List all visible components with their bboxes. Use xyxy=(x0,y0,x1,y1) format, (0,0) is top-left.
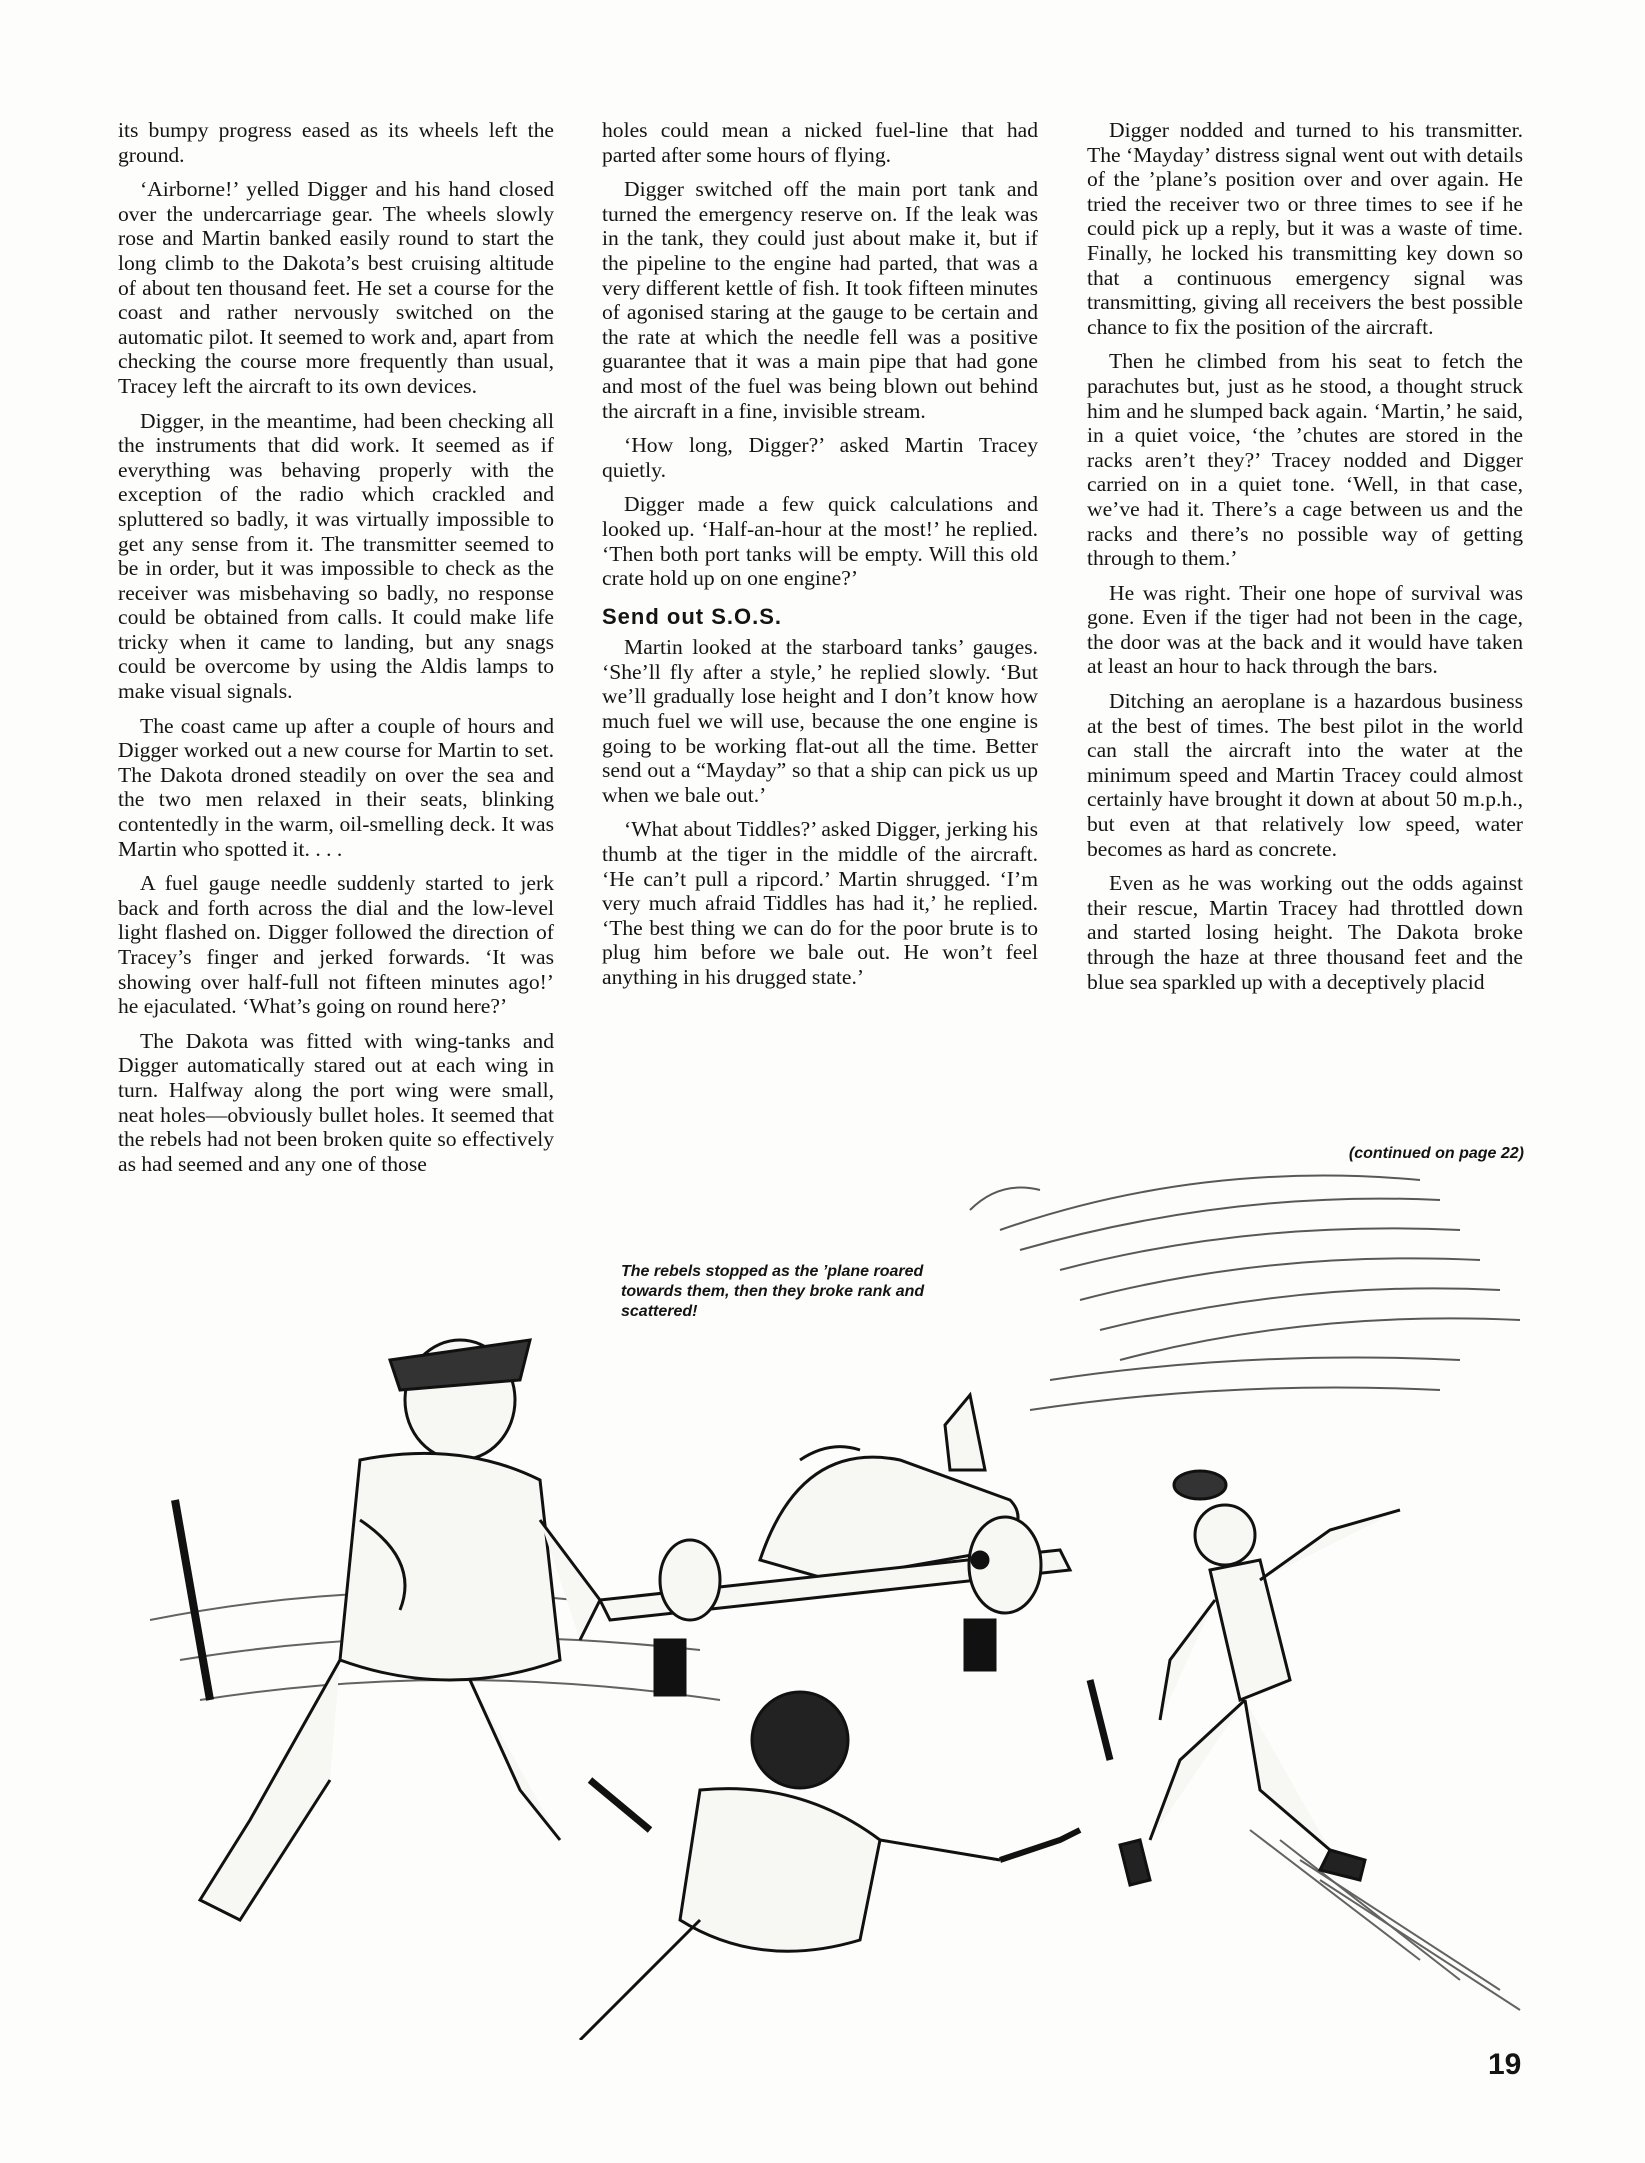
article-column-1 xyxy=(118,118,554,1186)
paragraph: Digger switched off the main port tank and turned the emergency reserve on. If the leak was in the tank, they could just about make it, but if the pipeline to the engine had parted, that was a very different kettle of fish. It took fifteen minutes of agonised staring at the gauge to be certain and the rate at which the needle fell was a positive guarantee that it was a main pipe that had gone and most of the fuel was being blown out behind the aircraft in a fine, invisible stream. xyxy=(602,177,1038,423)
paragraph: ‘How long, Digger?’ asked Martin Tracey quietly. xyxy=(602,433,1038,482)
paragraph: ‘What about Tiddles?’ asked Digger, jerking his thumb at the tiger in the middle of the aircraft. ‘He can’t pull a ripcord.’ Martin shrugged. ‘I’m very much afraid Tiddles has had it,’ he replied. ‘The best thing we can do for the poor brute is to plug him before we bale out. He won’t feel anything in his drugged state.’ xyxy=(602,817,1038,989)
paragraph: Even as he was working out the odds against their rescue, Martin Tracey had throttled down and started losing height. The Dakota broke through the haze at three thousand feet and the blue sea sparkled up with a deceptively placid xyxy=(1087,871,1523,994)
sky-hatching xyxy=(970,1176,1520,1410)
paragraph: Martin looked at the starboard tanks’ gauges. ‘She’ll fly after a style,’ he replied slowly. ‘But we’ll gradually lose height and I don’t know how much fuel we will use, because the one engine is going to be working flat-out all the time. Better send out a “Mayday” so that a ship can pick us up when we bale out.’ xyxy=(602,635,1038,807)
paragraph: A fuel gauge needle suddenly started to jerk back and forth across the dial and the low-level light flashed on. Digger followed the direction of Tracey’s finger and jerked forwards. ‘It was showing over half-full not fifteen minutes ago!’ he ejaculated. ‘What’s going on round here?’ xyxy=(118,871,554,1019)
rebel-running-left xyxy=(175,1340,600,1920)
article-column-3 xyxy=(1087,118,1523,1004)
paragraph: He was right. Their one hope of survival was gone. Even if the tiger had not been in the cage, the door was at the back and it would have taken at least an hour to hack through the bars. xyxy=(1087,580,1523,679)
paragraph: The coast came up after a couple of hours and Digger worked out a new course for Martin to set. The Dakota droned steadily on over the sea and the two men relaxed in their seats, blinking contentedly in the warm, oil-smelling deck. It was Martin who spotted it. . . . xyxy=(118,713,554,861)
continued-note: (continued on page 22) xyxy=(1348,1145,1524,1162)
article-column-2 xyxy=(602,118,1038,1000)
paragraph: holes could mean a nicked fuel-line that had parted after some hours of flying. xyxy=(602,118,1038,167)
dakota-aircraft xyxy=(600,1395,1070,1695)
paragraph: Ditching an aeroplane is a hazardous business at the best of times. The best pilot in the world can stall the aircraft into the water at the minimum speed and Martin Tracey could almost certainly have brought it down at about 50 m.p.h., but even at that relatively low speed, water becomes as hard as concrete. xyxy=(1087,689,1523,861)
paragraph: Then he climbed from his seat to fetch the parachutes but, just as he stood, a thought struck him and he slumped back again. ‘Martin,’ he said, in a quiet voice, ‘the ’chutes are stored in the racks aren’t they?’ Tracey nodded and Digger carried on in a quiet tone. ‘Well, in that case, we’ve had it. There’s a cage between us and the racks and there’s no possible way of getting through to them.’ xyxy=(1087,349,1523,571)
illustration-caption: The rebels stopped as the ’plane roared towards them, then they broke rank and scattered! xyxy=(621,1263,925,1320)
paragraph: Digger nodded and turned to his transmitter. The ‘Mayday’ distress signal went out with details of the ’plane’s position over and over again. He tried the receiver two or three times to see if he could pick up a reply, but it was a waste of time. Finally, he locked his transmitting key down so that a continuous emergency signal was transmitting, giving all receivers the best possible chance to fix the position of the aircraft. xyxy=(1087,118,1523,339)
paragraph: Digger, in the meantime, had been checking all the instruments that did work. It seemed as if everything was behaving properly with the exception of the radio which crackled and spluttered so badly, it was virtually impossible to get any sense from it. The transmitter seemed to be in order, but it was impossible to check as the receiver was misbehaving so badly, no response could be obtained from calls. It could make life tricky when it came to landing, but any snags could be overcome by using the Aldis lamps to make visual signals. xyxy=(118,408,554,704)
subheading: Send out S.O.S. xyxy=(602,603,783,629)
rebel-fleeing-right xyxy=(1120,1471,1400,1885)
paragraph: its bumpy progress eased as its wheels left the ground. xyxy=(118,118,554,167)
paragraph: ‘Airborne!’ yelled Digger and his hand closed over the undercarriage gear. The wheels slowly rose and Martin banked easily round to start the long climb to the Dakota’s best cruising altitude of about ten thousand feet. He set a course for the coast and rather nervously switched on the automatic pilot. It seemed to work and, apart from checking the course more frequently than usual, Tracey left the aircraft to its own devices. xyxy=(118,177,554,398)
page-number: 19 xyxy=(1488,2048,1522,2081)
paragraph: Digger made a few quick calculations and looked up. ‘Half-an-hour at the most!’ he replied. ‘Then both port tanks will be empty. Will this old crate hold up on one engine?’ xyxy=(602,492,1038,591)
rebel-crouching-center xyxy=(580,1680,1110,2040)
paragraph: The Dakota was fitted with wing-tanks and Digger automatically stared out at each wing in turn. Halfway along the port wing were small, neat holes—obviously bullet holes. It seemed that the rebels had not been broken quite so effectively as had seemed and any one of those xyxy=(118,1028,554,1176)
